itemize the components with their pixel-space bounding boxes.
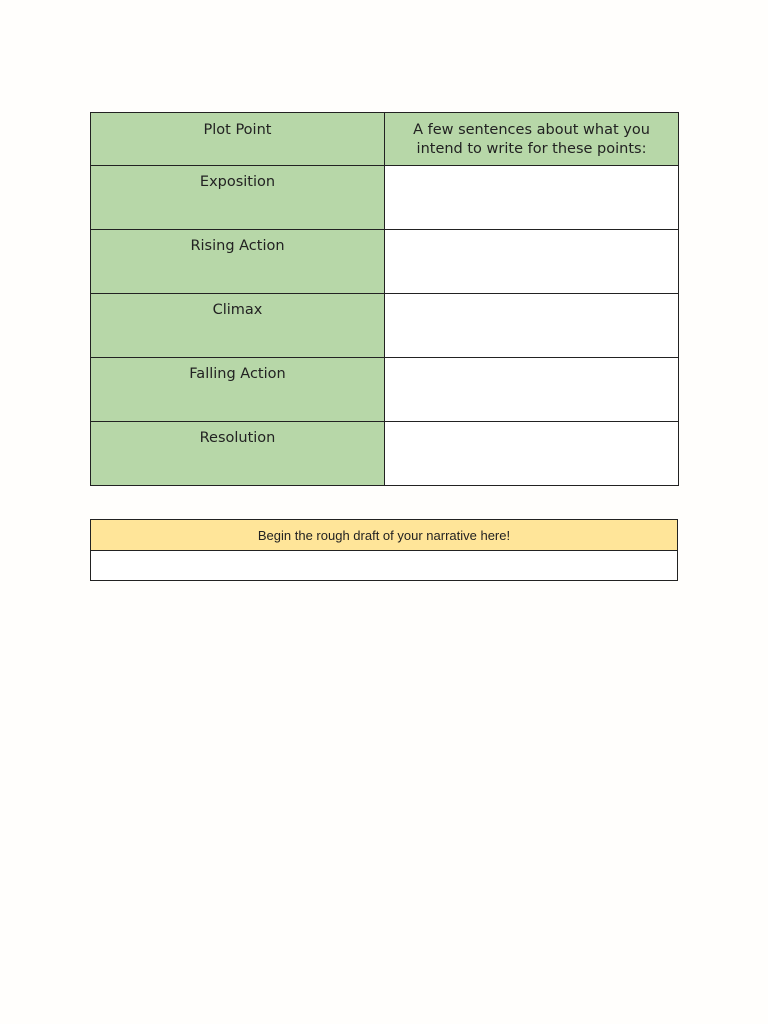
draft-area-row [91, 551, 678, 581]
plot-point-cell [91, 230, 385, 294]
plot-point-cell [91, 294, 385, 358]
plot-table-header-row [91, 113, 679, 166]
notes-cell[interactable] [385, 358, 679, 422]
plot-point-label: Falling Action [189, 366, 286, 382]
draft-text-area[interactable] [91, 551, 678, 581]
table-row [91, 166, 679, 230]
notes-text [385, 230, 678, 237]
table-row [91, 422, 679, 486]
plot-point-label: Resolution [199, 430, 276, 446]
notes-cell[interactable] [385, 422, 679, 486]
plot-point-cell [91, 166, 385, 230]
plot-point-label: Rising Action [190, 238, 285, 254]
notes-text [385, 166, 678, 173]
plot-point-header-cell [91, 113, 385, 166]
table-row [91, 294, 679, 358]
plot-point-cell [91, 422, 385, 486]
plot-point-label: Climax [212, 302, 263, 318]
notes-text [385, 294, 678, 301]
draft-header-cell: Begin the rough draft of your narrative here! [91, 520, 678, 551]
notes-cell[interactable] [385, 230, 679, 294]
notes-text [385, 422, 678, 429]
plot-point-header: Plot Point [203, 122, 272, 138]
sentences-header-cell [385, 113, 679, 166]
notes-cell[interactable] [385, 166, 679, 230]
plot-point-label: Exposition [199, 174, 276, 190]
sentences-header: A few sentences about what you intend to write for these points: [413, 122, 650, 157]
table-row [91, 358, 679, 422]
draft-header-row [91, 520, 678, 551]
plot-point-cell [91, 358, 385, 422]
table-row [91, 230, 679, 294]
plot-planning-table [90, 112, 679, 486]
notes-cell[interactable] [385, 294, 679, 358]
rough-draft-table [90, 519, 678, 581]
notes-text [385, 358, 678, 365]
